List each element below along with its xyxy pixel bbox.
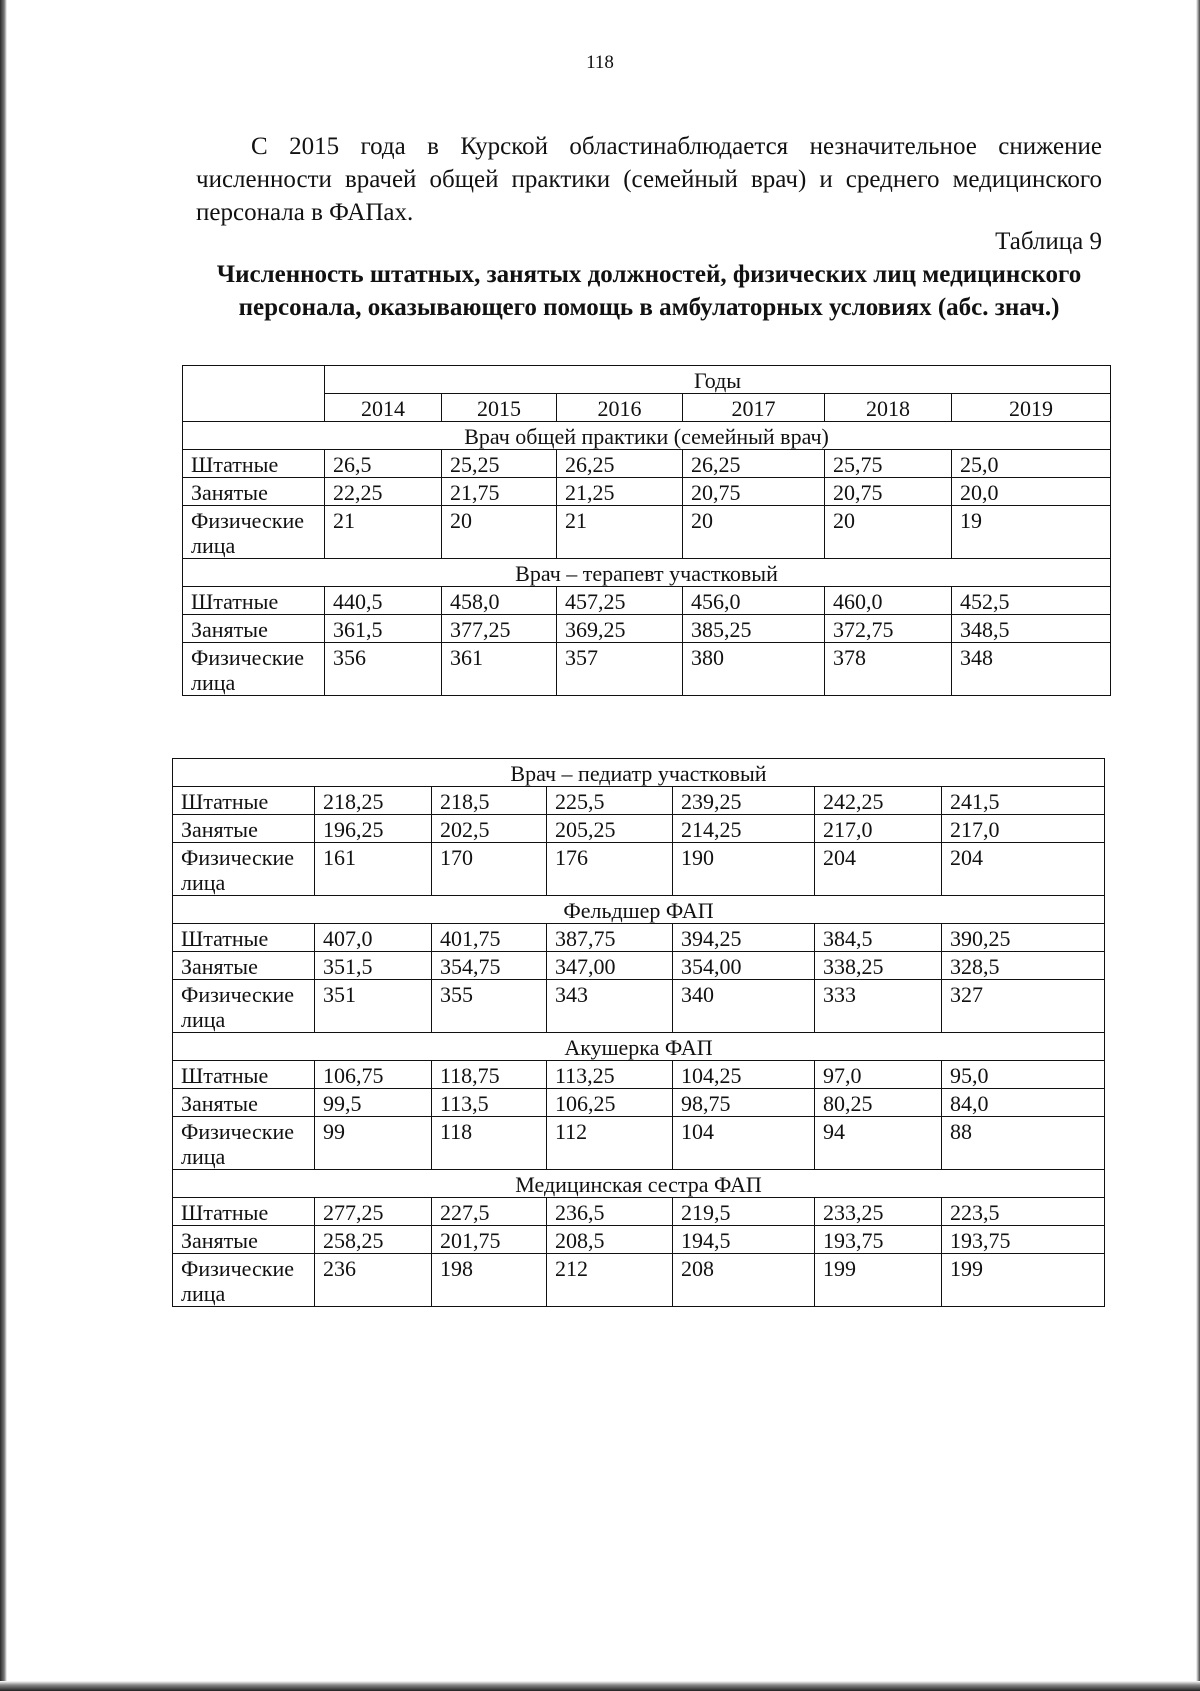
data-row-staff <box>173 1198 1105 1226</box>
section-title-row <box>173 759 1105 787</box>
section-title: Врач – терапевт участковый <box>183 559 1111 587</box>
value-cell: 112 <box>547 1117 673 1170</box>
value-cell: 190 <box>673 843 815 896</box>
value-cell: 113,25 <box>547 1061 673 1089</box>
data-row-persons <box>183 506 1111 559</box>
value-cell: 457,25 <box>557 587 683 615</box>
data-row-persons <box>173 1117 1105 1170</box>
row-label-occupied: Занятые <box>173 815 315 843</box>
value-cell: 202,5 <box>432 815 547 843</box>
value-cell: 21,75 <box>442 478 557 506</box>
value-cell: 104,25 <box>673 1061 815 1089</box>
value-cell: 95,0 <box>942 1061 1105 1089</box>
section-title: Медицинская сестра ФАП <box>173 1170 1105 1198</box>
data-row-persons <box>173 843 1105 896</box>
row-label-staff: Штатные <box>183 450 325 478</box>
value-cell: 258,25 <box>315 1226 432 1254</box>
row-label-occupied: Занятые <box>183 615 325 643</box>
data-row-staff <box>183 450 1111 478</box>
value-cell: 440,5 <box>325 587 442 615</box>
value-cell: 118,75 <box>432 1061 547 1089</box>
value-cell: 104 <box>673 1117 815 1170</box>
value-cell: 218,5 <box>432 787 547 815</box>
year-cell: 2016 <box>557 394 683 422</box>
value-cell: 377,25 <box>442 615 557 643</box>
value-cell: 372,75 <box>825 615 952 643</box>
row-label-occupied: Занятые <box>173 1089 315 1117</box>
value-cell: 20 <box>683 506 825 559</box>
section-title-row <box>173 1170 1105 1198</box>
value-cell: 387,75 <box>547 924 673 952</box>
value-cell: 354,00 <box>673 952 815 980</box>
value-cell: 198 <box>432 1254 547 1307</box>
value-cell: 208,5 <box>547 1226 673 1254</box>
table-label: Таблица 9 <box>995 228 1102 255</box>
section-title-row <box>173 896 1105 924</box>
value-cell: 401,75 <box>432 924 547 952</box>
value-cell: 113,5 <box>432 1089 547 1117</box>
scan-edge-left <box>0 0 7 1691</box>
section-title: Фельдшер ФАП <box>173 896 1105 924</box>
data-row-occupied <box>183 615 1111 643</box>
value-cell: 378 <box>825 643 952 696</box>
row-label-staff: Штатные <box>173 787 315 815</box>
years-header-row <box>183 366 1111 394</box>
value-cell: 452,5 <box>952 587 1111 615</box>
section-title-row <box>183 559 1111 587</box>
row-label-occupied: Занятые <box>183 478 325 506</box>
value-cell: 25,0 <box>952 450 1111 478</box>
value-cell: 97,0 <box>815 1061 942 1089</box>
value-cell: 193,75 <box>942 1226 1105 1254</box>
year-cell: 2017 <box>683 394 825 422</box>
value-cell: 99,5 <box>315 1089 432 1117</box>
value-cell: 390,25 <box>942 924 1105 952</box>
value-cell: 106,75 <box>315 1061 432 1089</box>
value-cell: 219,5 <box>673 1198 815 1226</box>
value-cell: 21,25 <box>557 478 683 506</box>
page-number: 118 <box>586 52 614 73</box>
value-cell: 106,25 <box>547 1089 673 1117</box>
value-cell: 460,0 <box>825 587 952 615</box>
value-cell: 26,25 <box>557 450 683 478</box>
value-cell: 161 <box>315 843 432 896</box>
data-row-occupied <box>173 815 1105 843</box>
value-cell: 456,0 <box>683 587 825 615</box>
value-cell: 19 <box>952 506 1111 559</box>
row-label-staff: Штатные <box>173 1061 315 1089</box>
row-label-staff: Штатные <box>183 587 325 615</box>
data-row-occupied <box>173 1226 1105 1254</box>
value-cell: 357 <box>557 643 683 696</box>
intro-paragraph: С 2015 года в Курской областинаблюдается незначительное снижение численности врачей общей практики (семейный врач) и среднего медицинского персонала в ФАПах. <box>196 133 1102 226</box>
year-cell: 2015 <box>442 394 557 422</box>
value-cell: 351 <box>315 980 432 1033</box>
value-cell: 205,25 <box>547 815 673 843</box>
value-cell: 217,0 <box>942 815 1105 843</box>
value-cell: 25,75 <box>825 450 952 478</box>
year-cell: 2014 <box>325 394 442 422</box>
row-label-staff: Штатные <box>173 924 315 952</box>
data-row-persons <box>173 980 1105 1033</box>
data-row-staff <box>173 924 1105 952</box>
value-cell: 196,25 <box>315 815 432 843</box>
value-cell: 99 <box>315 1117 432 1170</box>
value-cell: 361,5 <box>325 615 442 643</box>
data-row-staff <box>173 787 1105 815</box>
section-title: Врач – педиатр участковый <box>173 759 1105 787</box>
value-cell: 22,25 <box>325 478 442 506</box>
corner-cell <box>183 366 325 422</box>
data-row-persons <box>183 643 1111 696</box>
section-title-row <box>183 422 1111 450</box>
value-cell: 458,0 <box>442 587 557 615</box>
row-label-persons: Физические лица <box>173 1117 315 1170</box>
value-cell: 236,5 <box>547 1198 673 1226</box>
data-row-occupied <box>183 478 1111 506</box>
value-cell: 225,5 <box>547 787 673 815</box>
value-cell: 208 <box>673 1254 815 1307</box>
value-cell: 88 <box>942 1117 1105 1170</box>
row-label-occupied: Занятые <box>173 952 315 980</box>
value-cell: 98,75 <box>673 1089 815 1117</box>
staff-table-part-1-body <box>183 366 1111 696</box>
value-cell: 20,75 <box>683 478 825 506</box>
value-cell: 176 <box>547 843 673 896</box>
value-cell: 241,5 <box>942 787 1105 815</box>
year-cell: 2019 <box>952 394 1111 422</box>
value-cell: 348,5 <box>952 615 1111 643</box>
value-cell: 239,25 <box>673 787 815 815</box>
value-cell: 394,25 <box>673 924 815 952</box>
value-cell: 217,0 <box>815 815 942 843</box>
value-cell: 212 <box>547 1254 673 1307</box>
staff-table-part-1 <box>182 365 1111 696</box>
value-cell: 94 <box>815 1117 942 1170</box>
value-cell: 347,00 <box>547 952 673 980</box>
value-cell: 25,25 <box>442 450 557 478</box>
value-cell: 20,0 <box>952 478 1111 506</box>
data-row-occupied <box>173 952 1105 980</box>
row-label-persons: Физические лица <box>173 980 315 1033</box>
value-cell: 80,25 <box>815 1089 942 1117</box>
staff-table-part-2-body <box>173 759 1105 1307</box>
value-cell: 343 <box>547 980 673 1033</box>
value-cell: 236 <box>315 1254 432 1307</box>
value-cell: 118 <box>432 1117 547 1170</box>
row-label-persons: Физические лица <box>183 506 325 559</box>
table-title: Численность штатных, занятых должностей, физических лиц медицинского персонала, оказывающего помощь в амбулаторных условиях (абс. знач.) <box>216 261 1082 321</box>
value-cell: 21 <box>325 506 442 559</box>
value-cell: 193,75 <box>815 1226 942 1254</box>
value-cell: 201,75 <box>432 1226 547 1254</box>
value-cell: 84,0 <box>942 1089 1105 1117</box>
section-title: Акушерка ФАП <box>173 1033 1105 1061</box>
row-label-occupied: Занятые <box>173 1226 315 1254</box>
value-cell: 340 <box>673 980 815 1033</box>
value-cell: 369,25 <box>557 615 683 643</box>
value-cell: 223,5 <box>942 1198 1105 1226</box>
value-cell: 407,0 <box>315 924 432 952</box>
value-cell: 26,25 <box>683 450 825 478</box>
years-header: Годы <box>325 366 1111 394</box>
year-cell: 2018 <box>825 394 952 422</box>
row-label-persons: Физические лица <box>173 1254 315 1307</box>
value-cell: 277,25 <box>315 1198 432 1226</box>
value-cell: 385,25 <box>683 615 825 643</box>
value-cell: 355 <box>432 980 547 1033</box>
value-cell: 327 <box>942 980 1105 1033</box>
value-cell: 354,75 <box>432 952 547 980</box>
value-cell: 384,5 <box>815 924 942 952</box>
value-cell: 20,75 <box>825 478 952 506</box>
section-title: Врач общей практики (семейный врач) <box>183 422 1111 450</box>
row-label-persons: Физические лица <box>173 843 315 896</box>
value-cell: 204 <box>942 843 1105 896</box>
value-cell: 20 <box>442 506 557 559</box>
value-cell: 204 <box>815 843 942 896</box>
section-title-row <box>173 1033 1105 1061</box>
value-cell: 356 <box>325 643 442 696</box>
value-cell: 227,5 <box>432 1198 547 1226</box>
scan-edge-right <box>1196 0 1200 1691</box>
value-cell: 214,25 <box>673 815 815 843</box>
staff-table-part-2 <box>172 758 1105 1307</box>
value-cell: 348 <box>952 643 1111 696</box>
value-cell: 351,5 <box>315 952 432 980</box>
value-cell: 194,5 <box>673 1226 815 1254</box>
value-cell: 199 <box>942 1254 1105 1307</box>
value-cell: 333 <box>815 980 942 1033</box>
row-label-staff: Штатные <box>173 1198 315 1226</box>
value-cell: 26,5 <box>325 450 442 478</box>
value-cell: 361 <box>442 643 557 696</box>
value-cell: 218,25 <box>315 787 432 815</box>
value-cell: 380 <box>683 643 825 696</box>
value-cell: 20 <box>825 506 952 559</box>
value-cell: 242,25 <box>815 787 942 815</box>
data-row-occupied <box>173 1089 1105 1117</box>
value-cell: 21 <box>557 506 683 559</box>
data-row-persons <box>173 1254 1105 1307</box>
value-cell: 338,25 <box>815 952 942 980</box>
value-cell: 199 <box>815 1254 942 1307</box>
value-cell: 328,5 <box>942 952 1105 980</box>
data-row-staff <box>183 587 1111 615</box>
row-label-persons: Физические лица <box>183 643 325 696</box>
value-cell: 170 <box>432 843 547 896</box>
value-cell: 233,25 <box>815 1198 942 1226</box>
data-row-staff <box>173 1061 1105 1089</box>
scan-edge-bottom <box>0 1681 1200 1691</box>
